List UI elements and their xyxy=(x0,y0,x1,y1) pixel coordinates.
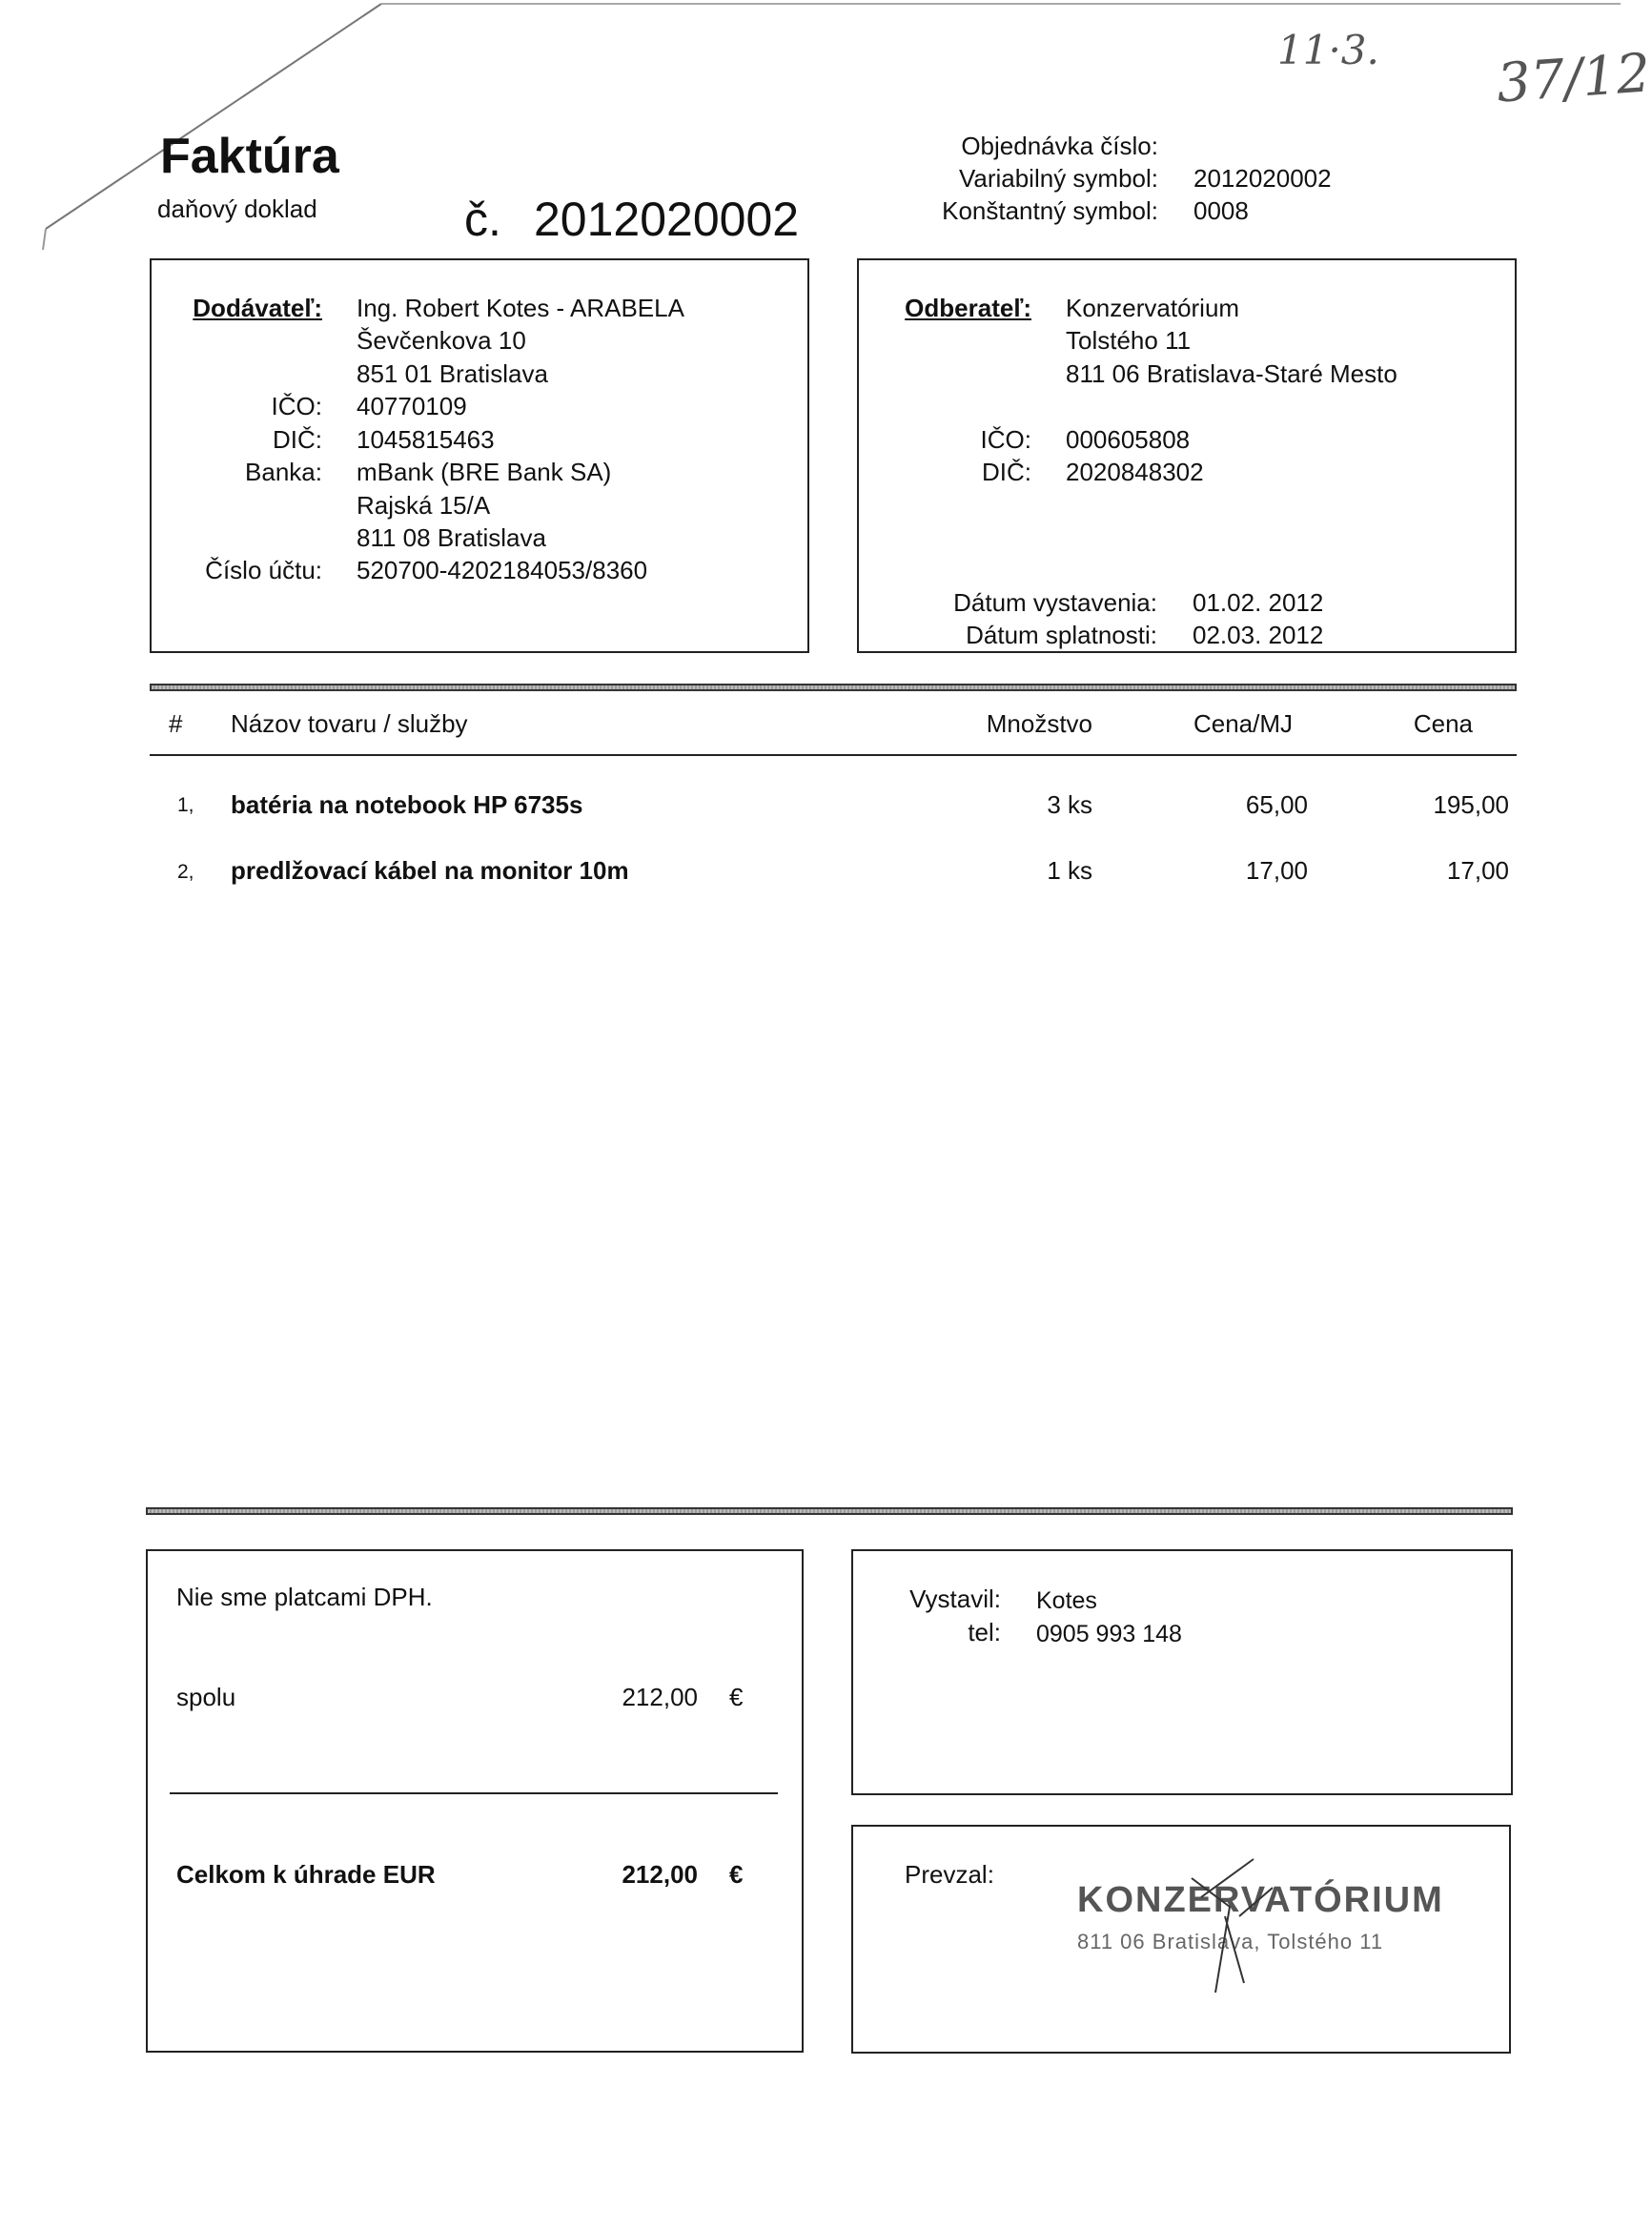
table-row-qty: 3 ks xyxy=(1047,790,1092,819)
tel-label: tel: xyxy=(968,1618,1001,1646)
supplier-city: 851 01 Bratislava xyxy=(357,359,548,388)
table-row-name: predlžovací kábel na monitor 10m xyxy=(231,856,629,885)
issued-by-label: Vystavil: xyxy=(909,1585,1001,1613)
supplier-heading: Dodávateľ: xyxy=(193,294,322,322)
table-row-qty: 1 ks xyxy=(1047,856,1092,885)
due-date-label: Dátum splatnosti: xyxy=(966,621,1157,649)
sum-currency: € xyxy=(729,1683,744,1711)
stamp-name: KONZERVATÓRIUM xyxy=(1077,1880,1444,1920)
supplier-bank-label: Banka: xyxy=(245,458,322,486)
table-row-price: 17,00 xyxy=(1446,856,1509,885)
issue-date: 01.02. 2012 xyxy=(1193,588,1324,617)
supplier-bank-street: Rajská 15/A xyxy=(357,491,491,520)
customer-dic-label: DIČ: xyxy=(982,458,1031,486)
constant-symbol-value: 0008 xyxy=(1193,196,1249,225)
total-currency: € xyxy=(729,1860,744,1889)
handwritten-note-top: 11·3. xyxy=(1277,27,1379,73)
table-row-name: batéria na notebook HP 6735s xyxy=(231,790,583,819)
order-number-label: Objednávka číslo: xyxy=(961,132,1158,160)
table-header-divider xyxy=(150,754,1517,756)
table-top-bar xyxy=(150,684,1517,691)
supplier-ico: 40770109 xyxy=(357,392,467,420)
invoice-number: 2012020002 xyxy=(534,193,800,246)
totals-box xyxy=(146,1549,804,2053)
sum-value: 212,00 xyxy=(622,1683,698,1711)
col-header-name: Názov tovaru / služby xyxy=(231,709,468,738)
supplier-account: 520700-4202184053/8360 xyxy=(357,556,648,584)
total-label: Celkom k úhrade EUR xyxy=(176,1860,436,1889)
totals-divider xyxy=(170,1792,778,1794)
table-row-price: 195,00 xyxy=(1433,790,1509,819)
supplier-bank: mBank (BRE Bank SA) xyxy=(357,458,612,486)
total-value: 212,00 xyxy=(622,1860,698,1889)
invoice-title: Faktúra xyxy=(160,129,339,184)
supplier-ico-label: IČO: xyxy=(271,392,322,420)
supplier-account-label: Číslo účtu: xyxy=(205,556,322,584)
customer-name: Konzervatórium xyxy=(1066,294,1240,322)
vat-note: Nie sme platcami DPH. xyxy=(176,1583,433,1611)
invoice-number-prefix: č. xyxy=(464,193,501,246)
sum-label: spolu xyxy=(176,1683,236,1711)
customer-ico: 000605808 xyxy=(1066,425,1191,454)
issue-date-label: Dátum vystavenia: xyxy=(953,588,1157,617)
table-row-index: 2, xyxy=(177,861,194,883)
customer-street: Tolstého 11 xyxy=(1066,326,1192,355)
received-label: Prevzal: xyxy=(905,1860,994,1889)
customer-heading: Odberateľ: xyxy=(905,294,1031,322)
customer-city: 811 06 Bratislava-Staré Mesto xyxy=(1066,359,1397,388)
supplier-dic-label: DIČ: xyxy=(273,425,322,454)
customer-dic: 2020848302 xyxy=(1066,458,1204,486)
supplier-street: Ševčenkova 10 xyxy=(357,326,526,355)
constant-symbol-label: Konštantný symbol: xyxy=(942,196,1158,225)
supplier-name: Ing. Robert Kotes - ARABELA xyxy=(357,294,684,322)
table-row-index: 1, xyxy=(177,794,194,816)
col-header-index: # xyxy=(169,709,183,738)
col-header-unit-price: Cena/MJ xyxy=(1193,709,1293,738)
signature xyxy=(1163,1850,1296,2002)
issued-by: Kotes xyxy=(1036,1587,1097,1614)
col-header-qty: Množstvo xyxy=(986,709,1092,738)
table-bottom-bar xyxy=(146,1507,1513,1515)
supplier-bank-city: 811 08 Bratislava xyxy=(357,523,546,552)
supplier-dic: 1045815463 xyxy=(357,425,495,454)
customer-ico-label: IČO: xyxy=(980,425,1031,454)
due-date: 02.03. 2012 xyxy=(1193,621,1324,649)
table-row-unit-price: 17,00 xyxy=(1245,856,1308,885)
table-row-unit-price: 65,00 xyxy=(1245,790,1308,819)
invoice-subtitle: daňový doklad xyxy=(157,194,317,223)
stamp-address: 811 06 Bratislava, Tolstého 11 xyxy=(1077,1930,1384,1953)
variable-symbol-value: 2012020002 xyxy=(1193,164,1332,193)
col-header-price: Cena xyxy=(1413,709,1473,738)
handwritten-note-corner: 37/12 xyxy=(1494,42,1652,115)
variable-symbol-label: Variabilný symbol: xyxy=(958,164,1158,193)
tel-value: 0905 993 148 xyxy=(1036,1621,1182,1647)
